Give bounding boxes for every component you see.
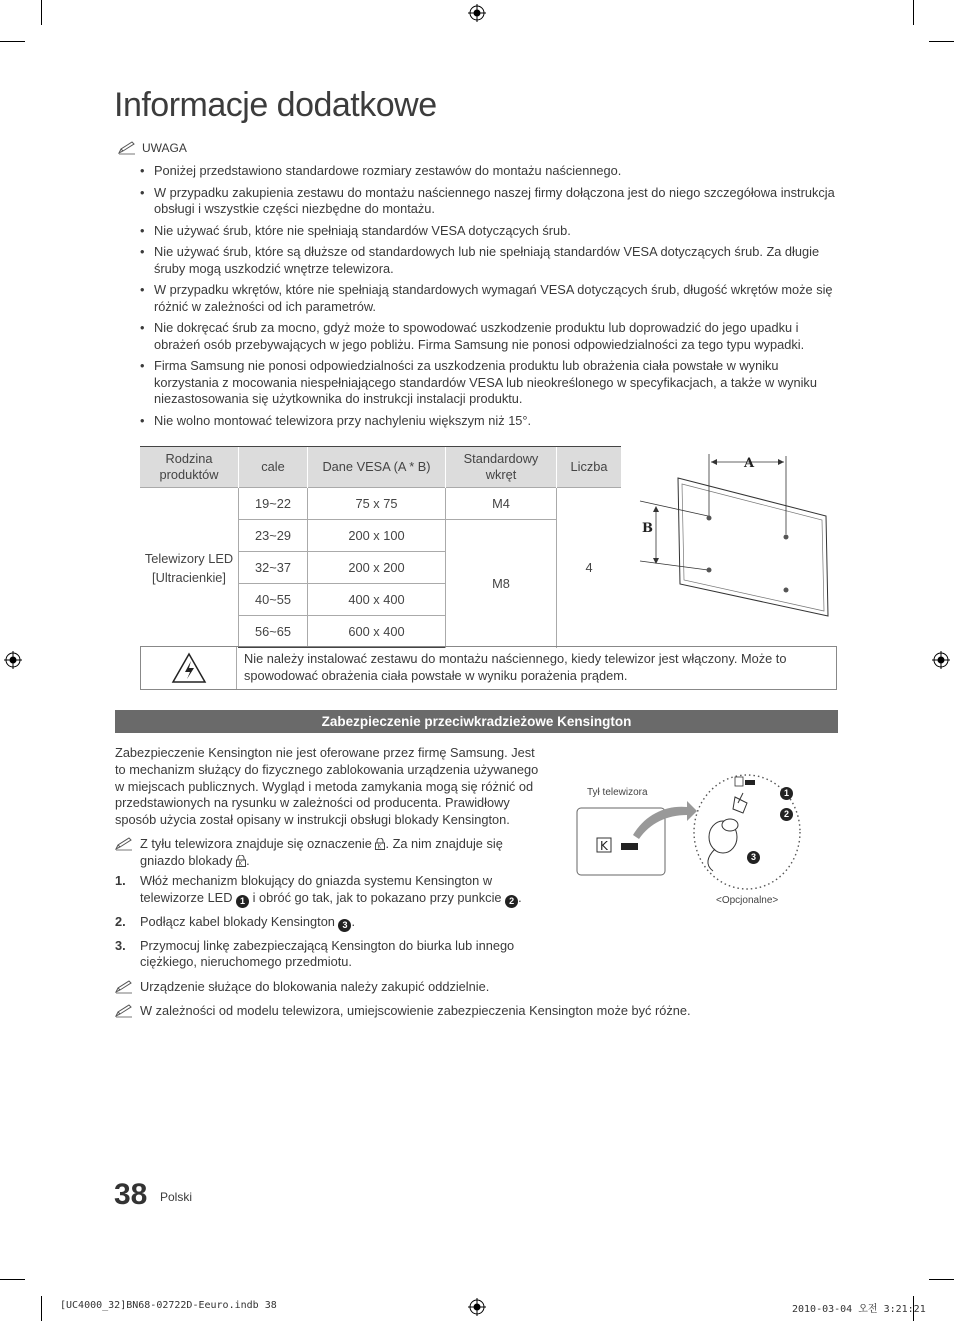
size-cell: 40~55 bbox=[239, 584, 308, 616]
step-text: Włóż mechanizm blokujący do gniazda systemu Kensington w telewizorze LED bbox=[140, 873, 493, 905]
pencil-note-icon bbox=[115, 837, 133, 851]
crop-mark bbox=[913, 0, 914, 25]
crop-mark bbox=[41, 0, 42, 25]
column-header: Dane VESA (A * B) bbox=[308, 447, 446, 488]
size-cell: 32~37 bbox=[239, 552, 308, 584]
note-header bbox=[118, 141, 187, 155]
vesa-cell: 200 x 200 bbox=[308, 552, 446, 584]
electric-shock-warning-icon bbox=[171, 652, 207, 684]
list-item: • Nie wolno montować telewizora przy nachyleniu większym niż 15°. bbox=[140, 413, 840, 430]
list-item: • Nie dokręcać śrub za mocno, gdyż może to spowodować uszkodzenie produktu lub doprowadzić do jego upadku i obrażeń osób przebywających w jego pobliżu. Firma Samsung nie ponosi odpowiedzialności za tego typu wypadki. bbox=[140, 320, 840, 353]
vesa-table bbox=[140, 446, 621, 648]
registration-mark-icon bbox=[4, 651, 22, 669]
table-row bbox=[140, 488, 621, 520]
circled-number-icon: 1 bbox=[236, 895, 249, 908]
section-header: Zabezpieczenie przeciwkradzieżowe Kensington bbox=[115, 710, 838, 733]
page-title: Informacje dodatkowe bbox=[114, 86, 437, 124]
column-header: Rodzina produktów bbox=[140, 447, 239, 488]
vesa-cell: 200 x 100 bbox=[308, 520, 446, 552]
note-text: Urządzenie służące do blokowania należy zakupić oddzielnie. bbox=[140, 979, 490, 994]
list-item: • W przypadku zakupienia zestawu do montażu naściennego naszej firmy dołączona jest do niego szczegółowa instrukcja obsługi i wszystkie części niezbędne do montażu. bbox=[140, 185, 840, 218]
page-number: 38 bbox=[114, 1178, 148, 1211]
list-item: • W przypadku wkrętów, które nie spełniają standardowych wymagań VESA dotyczących śrub, długość wkrętów może się różnić w zależności od ich parametrów. bbox=[140, 282, 840, 315]
vesa-cell: 400 x 400 bbox=[308, 584, 446, 616]
tv-vesa-diagram bbox=[636, 446, 836, 626]
pencil-note-icon bbox=[118, 141, 136, 155]
kensington-figure bbox=[575, 765, 805, 895]
bullet-list bbox=[140, 163, 840, 434]
registration-mark-icon bbox=[932, 651, 950, 669]
kensington-lock-icon bbox=[236, 855, 246, 867]
step-number: 3. bbox=[115, 937, 126, 953]
circled-number-icon: 2 bbox=[505, 895, 518, 908]
footer-file-info: [UC4000_32]BN68-02722D-Eeuro.indb 38 bbox=[60, 1300, 277, 1311]
note-text: Z tyłu telewizora znajduje się oznaczenie bbox=[140, 836, 372, 851]
page-language: Polski bbox=[160, 1190, 193, 1204]
column-header: Liczba bbox=[557, 447, 622, 488]
column-header: cale bbox=[239, 447, 308, 488]
pencil-note-icon bbox=[115, 1004, 133, 1018]
list-item: • Nie używać śrub, które nie spełniają standardów VESA dotyczących śrub. bbox=[140, 223, 840, 240]
note-text: W zależności od modelu telewizora, umiejscowienie zabezpieczenia Kensington może być różne. bbox=[140, 1003, 691, 1018]
registration-mark-icon bbox=[468, 4, 486, 22]
note-text: . Za nim znajduje się gniazdo blokady bbox=[140, 836, 503, 868]
svg-text:K: K bbox=[238, 860, 243, 867]
vesa-cell: 600 x 400 bbox=[308, 616, 446, 648]
step-text: . bbox=[518, 889, 522, 905]
step-number: 2. bbox=[115, 913, 126, 929]
tv-back-label: Tył telewizora bbox=[587, 787, 648, 798]
screw-cell: M8 bbox=[446, 520, 557, 648]
circled-number-icon: 3 bbox=[747, 851, 760, 864]
vesa-cell: 75 x 75 bbox=[308, 488, 446, 520]
warning-icon-cell bbox=[141, 647, 237, 689]
note-label: UWAGA bbox=[142, 141, 187, 155]
table-header-row bbox=[140, 447, 621, 488]
svg-text:K: K bbox=[377, 843, 382, 850]
crop-mark bbox=[929, 41, 954, 42]
step-number: 1. bbox=[115, 873, 126, 888]
dimension-a-label: A bbox=[744, 456, 755, 471]
size-cell: 23~29 bbox=[239, 520, 308, 552]
step-item bbox=[115, 914, 535, 932]
warning-text: Nie należy instalować zestawu do montażu naściennego, kiedy telewizor jest włączony. Może to spowodować obrażenia ciała powstałe w wyniku porażenia prądem. bbox=[244, 651, 787, 683]
model-note bbox=[115, 1003, 815, 1020]
family-cell: Telewizory LED [Ultracienkie] bbox=[140, 488, 239, 648]
step-text: Podłącz kabel blokady Kensington bbox=[140, 913, 339, 929]
step-item bbox=[115, 873, 535, 908]
crop-mark bbox=[0, 41, 25, 42]
kensington-k-label: K bbox=[600, 839, 608, 853]
kensington-intro: Zabezpieczenie Kensington nie jest oferowane przez firmę Samsung. Jest to mechanizm służący do fizycznego zablokowania urządzenia używanego w miejscach publicznych. Wygląd i metoda zamykania mogą się różnić od przedstawionych na rysunku w zależności od producenta. Prawidłowy sposób użycia został opisany w instrukcji obsługi blokady Kensington. bbox=[115, 745, 539, 828]
step-text: Przymocuj linkę zabezpieczającą Kensington do biurka lub innego ciężkiego, nieruchomego przedmiotu. bbox=[140, 937, 515, 969]
note-text: . bbox=[246, 852, 250, 868]
crop-mark bbox=[41, 1296, 42, 1321]
optional-label: <Opcjonalne> bbox=[716, 895, 779, 906]
column-header: Standardowy wkręt bbox=[446, 447, 557, 488]
purchase-note bbox=[115, 979, 715, 996]
circled-number-icon: 2 bbox=[780, 808, 793, 821]
pencil-note-icon bbox=[115, 980, 133, 994]
dimension-b-label: B bbox=[642, 521, 653, 536]
steps-list bbox=[115, 873, 535, 977]
size-cell: 19~22 bbox=[239, 488, 308, 520]
step-text: i obróć go tak, jak to pokazano przy punkcie bbox=[249, 889, 506, 905]
registration-mark-icon bbox=[468, 1298, 486, 1316]
circled-number-icon: 3 bbox=[338, 919, 351, 932]
circled-number-icon: 1 bbox=[780, 787, 793, 800]
footer-timestamp: 2010-03-04 오전 3:21:21 bbox=[792, 1304, 926, 1315]
list-item: • Poniżej przedstawiono standardowe rozmiary zestawów do montażu naściennego. bbox=[140, 163, 840, 180]
step-text: . bbox=[351, 913, 356, 929]
crop-mark bbox=[929, 1279, 954, 1280]
screw-cell: M4 bbox=[446, 488, 557, 520]
kensington-note bbox=[115, 836, 545, 869]
warning-box bbox=[140, 646, 837, 690]
crop-mark bbox=[0, 1279, 25, 1280]
count-cell: 4 bbox=[557, 488, 622, 648]
size-cell: 56~65 bbox=[239, 616, 308, 648]
list-item: • Nie używać śrub, które są dłuższe od standardowych lub nie spełniają standardów VESA dotyczących śrub. Za długie śruby mogą uszkodzić wnętrze telewizora. bbox=[140, 244, 840, 277]
list-item: • Firma Samsung nie ponosi odpowiedzialności za uszkodzenia produktu lub obrażenia ciała powstałe w wyniku korzystania z mocowania niespełniającego standardów VESA lub nieokreślonego w specyfikacjach, a także w wyniku niezastosowania się użytkownika do instrukcji instalacji produktu. bbox=[140, 358, 840, 408]
kensington-lock-icon bbox=[375, 838, 385, 850]
step-item bbox=[115, 938, 535, 971]
